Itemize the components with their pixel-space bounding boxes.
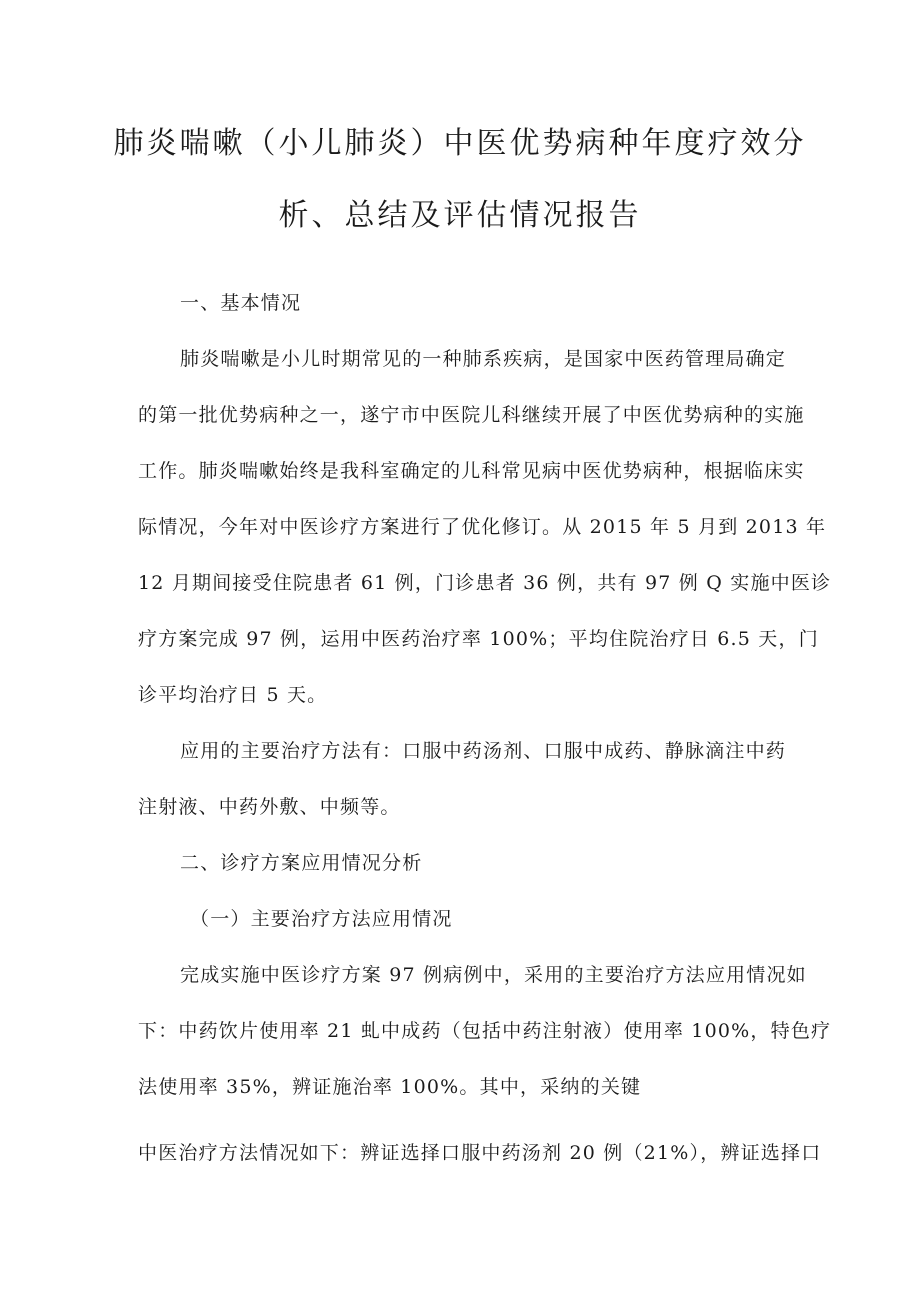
paragraph-line: 12 月期间接受住院患者 61 例，门诊患者 36 例，共有 97 例 Q 实施中医诊 xyxy=(138,572,832,594)
section-2-heading: 二、诊疗方案应用情况分析 xyxy=(180,852,423,874)
paragraph-line: 注射液、中药外敷、中频等。 xyxy=(138,796,401,818)
paragraph-line: 法使用率 35%，辨证施治率 100%。其中，采纳的关键 xyxy=(138,1076,642,1098)
paragraph-line: 应用的主要治疗方法有：口服中药汤剂、口服中成药、静脉滴注中药 xyxy=(180,740,787,762)
paragraph-line: 诊平均治疗日 5 天。 xyxy=(138,684,328,706)
paragraph-line: 际情况，今年对中医诊疗方案进行了优化修订。从 2015 年 5 月到 2013 年 xyxy=(138,516,827,538)
document-title-line-1: 肺炎喘嗽（小儿肺炎）中医优势病种年度疗效分 xyxy=(113,126,807,161)
paragraph-line: 工作。肺炎喘嗽始终是我科室确定的儿科常见病中医优势病种，根据临床实 xyxy=(138,460,805,482)
paragraph-line: 肺炎喘嗽是小儿时期常见的一种肺系疾病，是国家中医药管理局确定 xyxy=(180,348,787,370)
paragraph-line: 中医治疗方法情况如下：辨证选择口服中药汤剂 20 例（21%），辨证选择口 xyxy=(138,1142,822,1164)
document-title-line-2: 析、总结及评估情况报告 xyxy=(278,198,642,233)
paragraph-line: 疗方案完成 97 例，运用中医药治疗率 100%；平均住院治疗日 6.5 天，门 xyxy=(138,628,819,650)
section-1-heading: 一、基本情况 xyxy=(180,292,302,314)
subsection-heading: （一）主要治疗方法应用情况 xyxy=(190,908,453,930)
paragraph-line: 完成实施中医诊疗方案 97 例病例中，采用的主要治疗方法应用情况如 xyxy=(180,964,807,986)
paragraph-line: 下：中药饮片使用率 21 虬中成药（包括中药注射液）使用率 100%，特色疗 xyxy=(138,1020,832,1042)
paragraph-line: 的第一批优势病种之一，遂宁市中医院儿科继续开展了中医优势病种的实施 xyxy=(138,404,805,426)
